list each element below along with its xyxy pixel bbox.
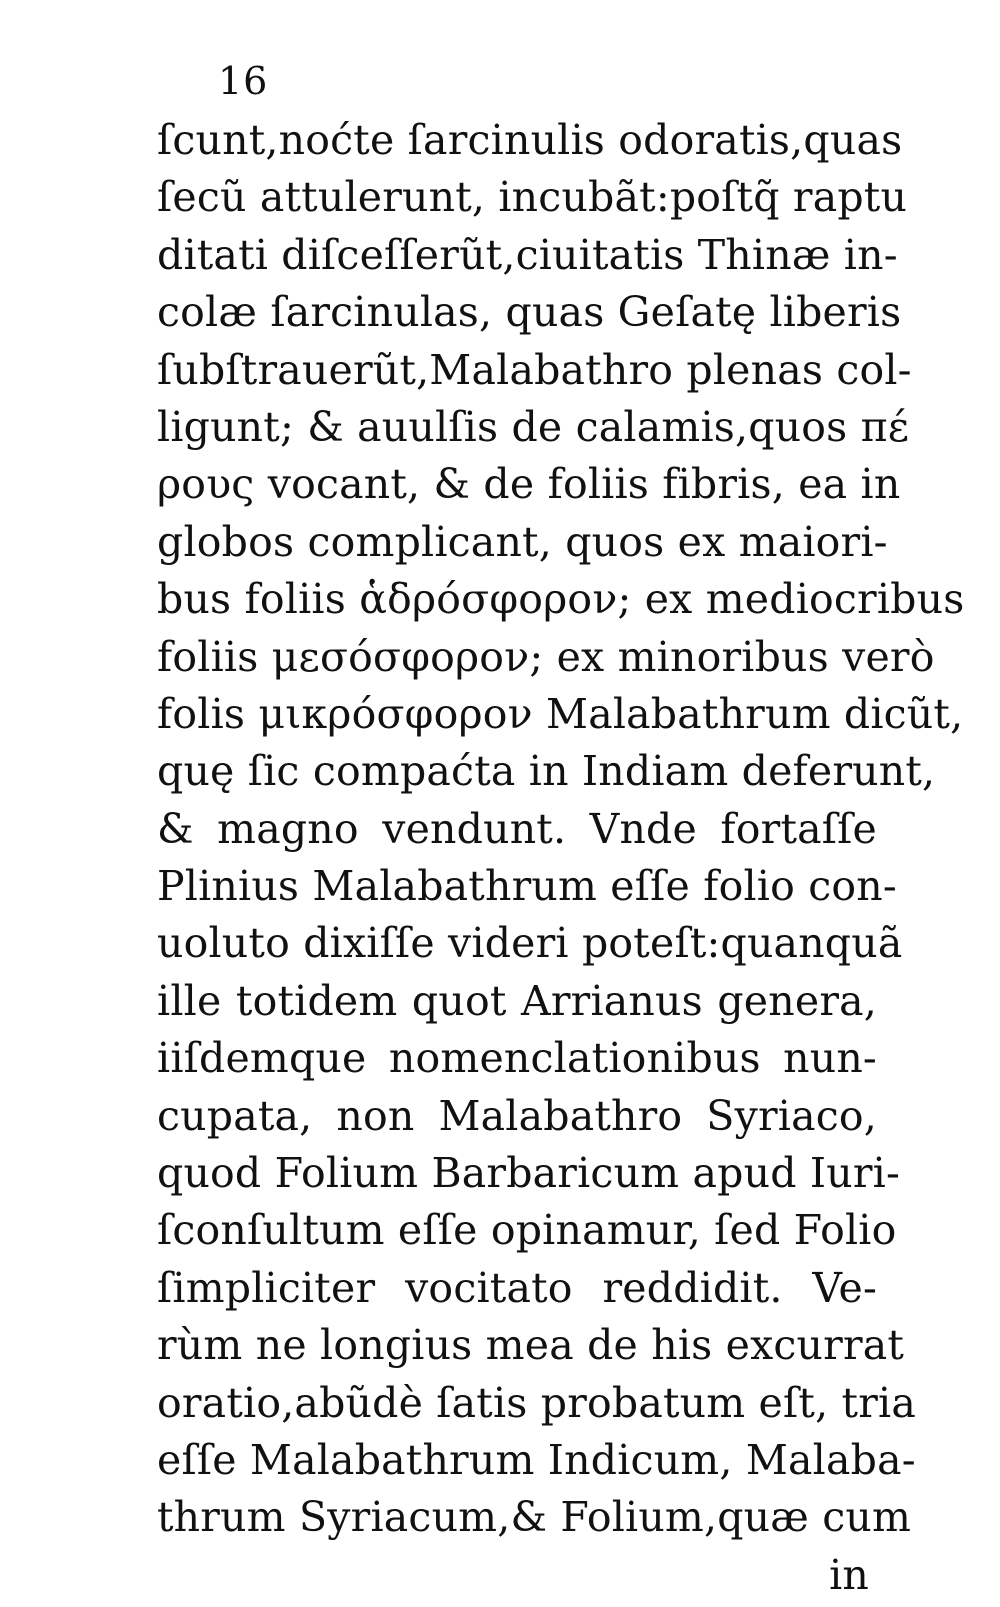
text-line: ille totidem quot Arrianus genera,	[157, 976, 877, 1025]
text-line: ſconſultum eſſe opinamur, ſed Folio	[157, 1206, 897, 1255]
text-line: iiſdemque nomenclationibus nun-	[157, 1034, 877, 1083]
text-line: folis μικρόσφορον Malabathrum dicũt,	[157, 689, 964, 738]
text-line: bus foliis ἁδρόσφορον; ex mediocribus	[157, 575, 965, 624]
text-line: ρους vocant, & de foliis fibris, ea in	[157, 460, 901, 509]
text-line: colæ ſarcinulas, quas Geſatę liberis	[157, 288, 902, 337]
text-line: rùm ne longius mea de his excurrat	[157, 1321, 905, 1370]
text-line: ſubſtrauerũt,Malabathro plenas col-	[157, 345, 912, 394]
text-line: ſimpliciter vocitato reddidit. Ve-	[157, 1263, 877, 1312]
text-line: eſſe Malabathrum Indicum, Malaba-	[157, 1435, 916, 1484]
text-line: globos complicant, quos ex maiori-	[157, 517, 888, 566]
text-line: ligunt; & auulſis de calamis,quos πέ	[157, 402, 910, 451]
text-line: ditati diſceſſerũt,ciuitatis Thinæ in-	[157, 230, 898, 279]
text-line: uoluto dixiſſe videri poteſt:quanquã	[157, 919, 903, 968]
text-line: foliis μεσόσφορον; ex minoribus verò	[157, 632, 935, 681]
text-line: quę ſic compaćta in Indiam deferunt,	[157, 747, 936, 796]
text-line: quod Folium Barbaricum apud Iuri-	[157, 1149, 901, 1198]
text-line: ſecũ attulerunt, incubãt:poſtq̃ raptu	[157, 173, 908, 222]
text-line: ſcunt,noćte ſarcinulis odoratis,quas	[157, 116, 903, 164]
text-line: oratio,abũdè ſatis probatum eſt, tria	[157, 1378, 916, 1427]
text-line: & magno vendunt. Vnde fortaſſe	[157, 804, 877, 853]
body-text	[157, 112, 965, 1604]
text-line: cupata, non Malabathro Syriaco,	[157, 1091, 877, 1140]
catchword: in	[829, 1550, 869, 1599]
text-line: Plinius Malabathrum eſſe folio con-	[157, 862, 897, 911]
page-number: 16	[218, 59, 269, 103]
text-line: thrum Syriacum,& Folium,quæ cum	[157, 1493, 912, 1542]
